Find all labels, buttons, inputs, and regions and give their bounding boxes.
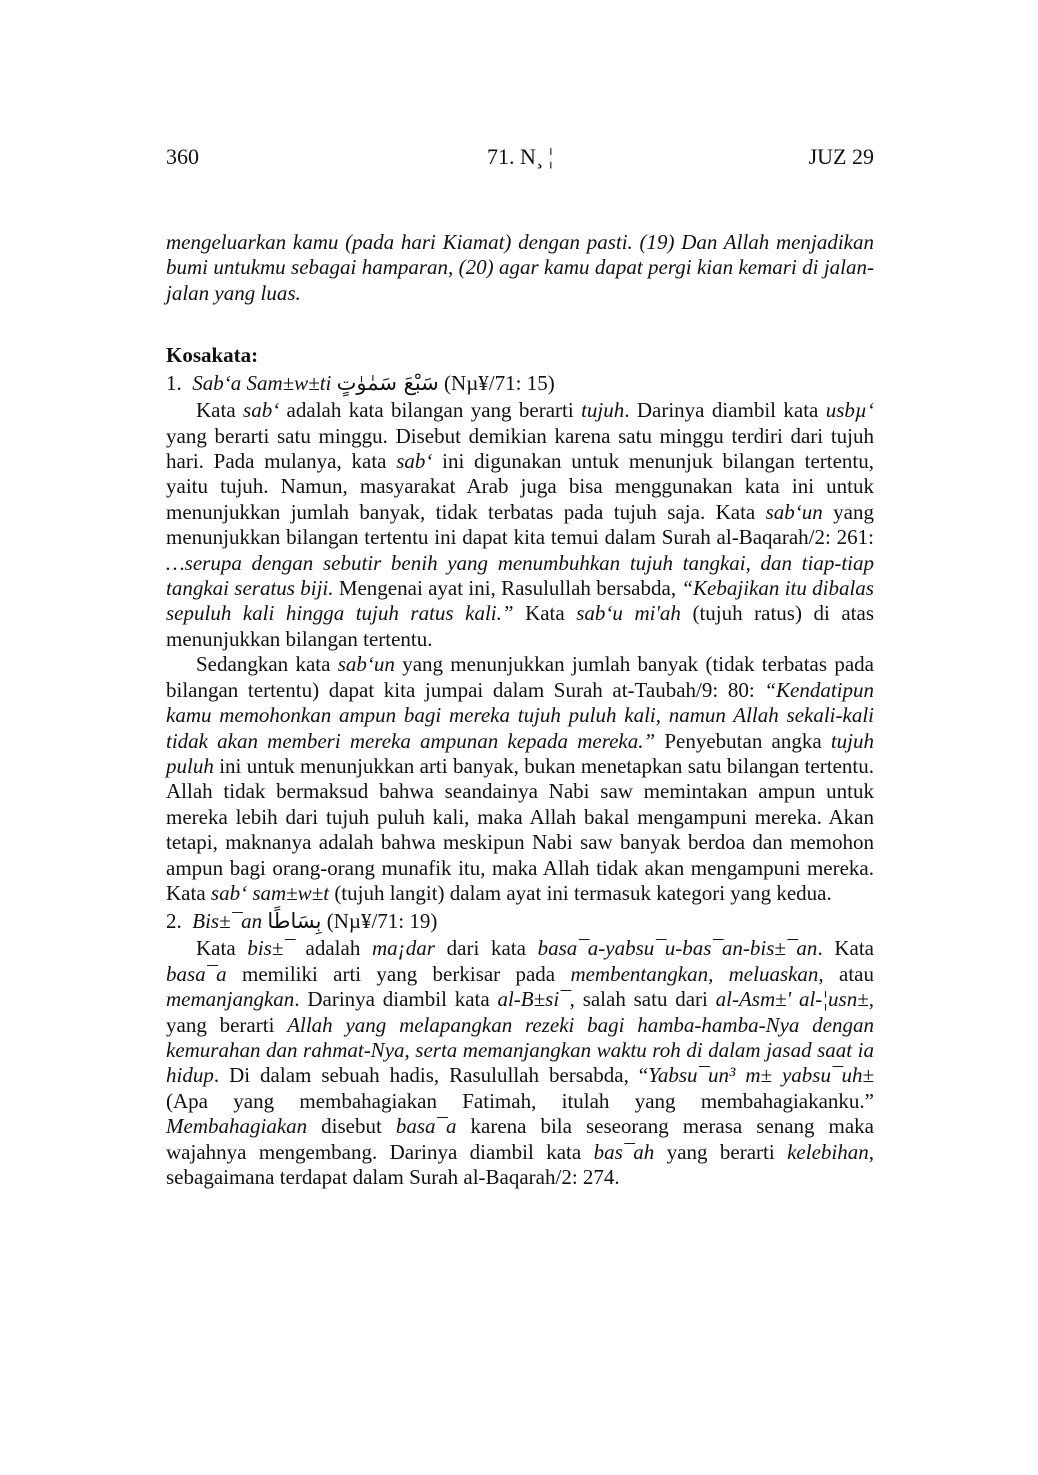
page-header: [166, 144, 874, 174]
intro-paragraph: mengeluarkan kamu (pada hari Kiamat) dengan pasti. (19) Dan Allah menjadikan bumi untukmu sebagai hamparan, (20) agar kamu dapat pergi kian kemari di jalan-jalan yang luas.: [166, 230, 874, 305]
entry-number: 2.: [166, 909, 182, 934]
paragraph-3: Kata bis±¯ adalah ma¡dar dari kata basa¯a-yabsu¯u-bas¯an-bis±¯an. Kata basa¯a memiliki arti yang berkisar pada membentangkan, meluaskan, atau memanjangkan. Darinya diambil kata al-B±si¯, salah satu dari al-Asm±' al-¦usn±, yang berarti Allah yang melapangkan rezeki bagi hamba-hamba-Nya dengan kemurahan dan rahmat-Nya, serta memanjangkan waktu roh di dalam jasad saat ia hidup. Di dalam sebuah hadis, Rasulullah bersabda, “Yabsu¯un³ m± yabsu¯uh± (Apa yang membahagiakan Fatimah, itulah yang membahagiakanku.” Membahagiakan disebut basa¯a karena bila seseorang merasa senang maka wajahnya mengembang. Darinya diambil kata bas¯ah yang berarti kelebihan, sebagaimana terdapat dalam Surah al-Baqarah/2: 274.: [166, 936, 874, 1189]
entry-reference: (Nµ¥/71: 15): [444, 371, 555, 396]
vocab-entry-1: [166, 368, 874, 398]
entry-arabic: سَبْعَ سَمٰوٰتٍ: [336, 371, 439, 396]
section-title: Kosakata:: [166, 343, 259, 368]
paragraph-1: Kata sab‘ adalah kata bilangan yang berarti tujuh. Darinya diambil kata usbµ‘ yang berarti satu minggu. Disebut demikian karena satu minggu terdiri dari tujuh hari. Pada mulanya, kata sab‘ ini digunakan untuk menunjuk bilangan tertentu, yaitu tujuh. Namun, masyarakat Arab juga bisa menggunakan kata ini untuk menunjukkan jumlah banyak, tidak terbatas pada tujuh saja. Kata sab‘un yang menunjukkan bilangan tertentu ini dapat kita temui dalam Surah al-Baqarah/2: 261: …serupa dengan sebutir benih yang menumbuhkan tujuh tangkai, dan tiap-tiap tangkai seratus biji. Mengenai ayat ini, Rasulullah bersabda, “Kebajikan itu dibalas sepuluh kali hingga tujuh ratus kali.” Kata sab‘u mi'ah (tujuh ratus) di atas menunjukkan bilangan tertentu.: [166, 398, 874, 651]
surah-title: 71. N¸ ¦: [486, 144, 554, 169]
juz-label: JUZ 29: [808, 144, 874, 169]
entry-term: Sab‘a Sam±w±ti: [192, 371, 332, 396]
page-number: 360: [166, 144, 199, 169]
entry-reference: (Nµ¥/71: 19): [326, 909, 438, 934]
vocab-entry-2: [166, 906, 874, 936]
paragraph-2: Sedangkan kata sab‘un yang menunjukkan jumlah banyak (tidak terbatas pada bilangan tertentu) dapat kita jumpai dalam Surah at-Taubah/9: 80: “Kendatipun kamu memohonkan ampun bagi mereka tujuh puluh kali, namun Allah sekali-kali tidak akan memberi mereka ampunan kepada mereka.” Penyebutan angka tujuh puluh ini untuk menunjukkan arti banyak, bukan menetapkan satu bilangan tertentu. Allah tidak bermaksud bahwa seandainya Nabi saw memintakan ampun untuk mereka lebih dari tujuh puluh kali, maka Allah bakal mengampuni mereka. Akan tetapi, maknanya adalah bahwa meskipun Nabi saw banyak berdoa dan memohon ampun bagi orang-orang munafik itu, maka Allah tidak akan mengampuni mereka. Kata sab‘ sam±w±t (tujuh langit) dalam ayat ini termasuk kategori yang kedua.: [166, 652, 874, 905]
entry-arabic: بِسَاطًا: [267, 909, 322, 934]
entry-number: 1.: [166, 371, 182, 396]
page-body: [166, 230, 874, 1190]
entry-term: Bis±¯an: [192, 909, 263, 934]
